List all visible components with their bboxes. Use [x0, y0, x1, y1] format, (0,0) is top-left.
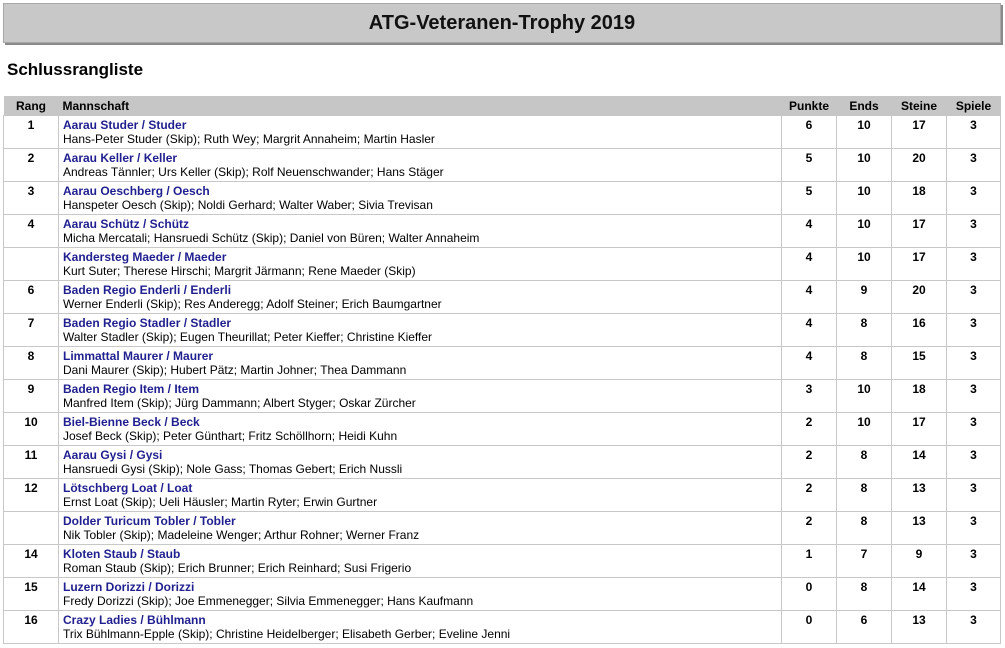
games-cell: 3	[947, 149, 1001, 182]
points-cell: 2	[782, 512, 837, 545]
rank-cell: 14	[4, 545, 59, 578]
stones-cell: 18	[892, 182, 947, 215]
page-title-bar	[3, 3, 1001, 43]
table-row	[4, 314, 1001, 347]
rank-cell: 7	[4, 314, 59, 347]
games-cell: 3	[947, 512, 1001, 545]
team-name: Biel-Bienne Beck / Beck	[63, 415, 200, 429]
team-players: Hansruedi Gysi (Skip); Nole Gass; Thomas Gebert; Erich Nussli	[63, 462, 403, 476]
ends-cell: 10	[837, 149, 892, 182]
rank-cell: 3	[4, 182, 59, 215]
ends-cell: 8	[837, 479, 892, 512]
ends-cell: 10	[837, 380, 892, 413]
points-cell: 2	[782, 479, 837, 512]
games-cell: 3	[947, 182, 1001, 215]
points-cell: 0	[782, 578, 837, 611]
team-name: Aarau Oeschberg / Oesch	[63, 184, 210, 198]
team-cell	[59, 611, 782, 644]
ends-cell: 10	[837, 215, 892, 248]
team-cell	[59, 182, 782, 215]
ends-cell: 10	[837, 182, 892, 215]
table-row	[4, 347, 1001, 380]
team-name: Baden Regio Enderli / Enderli	[63, 283, 232, 297]
table-header-row	[4, 96, 1001, 116]
ranking-table	[3, 96, 1001, 644]
stones-cell: 13	[892, 512, 947, 545]
stones-cell: 14	[892, 578, 947, 611]
team-cell	[59, 446, 782, 479]
team-players: Kurt Suter; Therese Hirschi; Margrit Järmann; Rene Maeder (Skip)	[63, 264, 416, 278]
team-players: Werner Enderli (Skip); Res Anderegg; Adolf Steiner; Erich Baumgartner	[63, 297, 442, 311]
team-cell	[59, 215, 782, 248]
rank-cell: 15	[4, 578, 59, 611]
table-row	[4, 215, 1001, 248]
stones-cell: 20	[892, 281, 947, 314]
table-row	[4, 611, 1001, 644]
stones-cell: 17	[892, 116, 947, 149]
page-subtitle: Schlussrangliste	[7, 60, 144, 79]
games-cell: 3	[947, 248, 1001, 281]
ends-cell: 8	[837, 347, 892, 380]
header-rank: Rang	[4, 96, 59, 116]
team-cell	[59, 479, 782, 512]
points-cell: 4	[782, 248, 837, 281]
table-row	[4, 248, 1001, 281]
stones-cell: 13	[892, 479, 947, 512]
team-cell	[59, 314, 782, 347]
team-players: Hanspeter Oesch (Skip); Noldi Gerhard; Walter Waber; Sivia Trevisan	[63, 198, 433, 212]
team-cell	[59, 380, 782, 413]
team-cell	[59, 347, 782, 380]
points-cell: 2	[782, 413, 837, 446]
games-cell: 3	[947, 116, 1001, 149]
rank-cell	[4, 248, 59, 281]
points-cell: 2	[782, 446, 837, 479]
team-cell	[59, 512, 782, 545]
ends-cell: 9	[837, 281, 892, 314]
games-cell: 3	[947, 281, 1001, 314]
games-cell: 3	[947, 446, 1001, 479]
rank-cell: 11	[4, 446, 59, 479]
table-row	[4, 446, 1001, 479]
ends-cell: 10	[837, 413, 892, 446]
ends-cell: 8	[837, 446, 892, 479]
rank-cell: 16	[4, 611, 59, 644]
team-name: Luzern Dorizzi / Dorizzi	[63, 580, 195, 594]
header-team: Mannschaft	[59, 96, 782, 116]
games-cell: 3	[947, 380, 1001, 413]
team-cell	[59, 578, 782, 611]
games-cell: 3	[947, 545, 1001, 578]
ends-cell: 8	[837, 512, 892, 545]
games-cell: 3	[947, 611, 1001, 644]
table-row	[4, 116, 1001, 149]
ends-cell: 7	[837, 545, 892, 578]
stones-cell: 13	[892, 611, 947, 644]
team-players: Ernst Loat (Skip); Ueli Häusler; Martin Ryter; Erwin Gurtner	[63, 495, 378, 509]
points-cell: 4	[782, 281, 837, 314]
points-cell: 6	[782, 116, 837, 149]
team-name: Baden Regio Stadler / Stadler	[63, 316, 232, 330]
team-players: Hans-Peter Studer (Skip); Ruth Wey; Margrit Annaheim; Martin Hasler	[63, 132, 435, 146]
games-cell: 3	[947, 314, 1001, 347]
team-cell	[59, 248, 782, 281]
rank-cell: 10	[4, 413, 59, 446]
rank-cell: 2	[4, 149, 59, 182]
team-players: Dani Maurer (Skip); Hubert Pätz; Martin Johner; Thea Dammann	[63, 363, 407, 377]
rank-cell: 12	[4, 479, 59, 512]
rank-cell: 6	[4, 281, 59, 314]
games-cell: 3	[947, 479, 1001, 512]
stones-cell: 17	[892, 215, 947, 248]
table-row	[4, 413, 1001, 446]
team-players: Manfred Item (Skip); Jürg Dammann; Albert Styger; Oskar Zürcher	[63, 396, 416, 410]
team-name: Baden Regio Item / Item	[63, 382, 200, 396]
points-cell: 0	[782, 611, 837, 644]
stones-cell: 14	[892, 446, 947, 479]
team-name: Aarau Gysi / Gysi	[63, 448, 163, 462]
points-cell: 3	[782, 380, 837, 413]
team-name: Limmattal Maurer / Maurer	[63, 349, 214, 363]
team-players: Roman Staub (Skip); Erich Brunner; Erich Reinhard; Susi Frigerio	[63, 561, 412, 575]
team-name: Kloten Staub / Staub	[63, 547, 181, 561]
team-name: Lötschberg Loat / Loat	[63, 481, 193, 495]
points-cell: 4	[782, 215, 837, 248]
stones-cell: 20	[892, 149, 947, 182]
table-row	[4, 512, 1001, 545]
header-stones: Steine	[892, 96, 947, 116]
ends-cell: 10	[837, 116, 892, 149]
stones-cell: 17	[892, 248, 947, 281]
stones-cell: 16	[892, 314, 947, 347]
ends-cell: 10	[837, 248, 892, 281]
page-title: ATG-Veteranen-Trophy 2019	[368, 11, 636, 34]
table-row	[4, 380, 1001, 413]
table-row	[4, 578, 1001, 611]
team-players: Nik Tobler (Skip); Madeleine Wenger; Arthur Rohner; Werner Franz	[63, 528, 420, 542]
header-ends: Ends	[837, 96, 892, 116]
table-row	[4, 479, 1001, 512]
header-games: Spiele	[947, 96, 1001, 116]
team-players: Micha Mercatali; Hansruedi Schütz (Skip); Daniel von Büren; Walter Annaheim	[63, 231, 480, 245]
ranking-table-body	[4, 116, 1001, 644]
table-row	[4, 545, 1001, 578]
ends-cell: 8	[837, 578, 892, 611]
team-name: Crazy Ladies / Bühlmann	[63, 613, 206, 627]
rank-cell: 4	[4, 215, 59, 248]
team-players: Walter Stadler (Skip); Eugen Theurillat; Peter Kieffer; Christine Kieffer	[63, 330, 433, 344]
rank-cell	[4, 512, 59, 545]
ends-cell: 8	[837, 314, 892, 347]
points-cell: 4	[782, 347, 837, 380]
team-name: Kandersteg Maeder / Maeder	[63, 250, 227, 264]
team-players: Fredy Dorizzi (Skip); Joe Emmenegger; Silvia Emmenegger; Hans Kaufmann	[63, 594, 474, 608]
rank-cell: 9	[4, 380, 59, 413]
rank-cell: 1	[4, 116, 59, 149]
stones-cell: 15	[892, 347, 947, 380]
team-players: Andreas Tännler; Urs Keller (Skip); Rolf Neuenschwander; Hans Stäger	[63, 165, 444, 179]
team-name: Aarau Keller / Keller	[63, 151, 178, 165]
table-row	[4, 182, 1001, 215]
team-cell	[59, 545, 782, 578]
team-name: Aarau Studer / Studer	[63, 118, 187, 132]
stones-cell: 9	[892, 545, 947, 578]
stones-cell: 17	[892, 413, 947, 446]
team-cell	[59, 413, 782, 446]
table-row	[4, 281, 1001, 314]
header-points: Punkte	[782, 96, 837, 116]
team-name: Dolder Turicum Tobler / Tobler	[63, 514, 236, 528]
points-cell: 5	[782, 149, 837, 182]
games-cell: 3	[947, 578, 1001, 611]
table-row	[4, 149, 1001, 182]
team-cell	[59, 281, 782, 314]
games-cell: 3	[947, 215, 1001, 248]
team-players: Josef Beck (Skip); Peter Günthart; Fritz Schöllhorn; Heidi Kuhn	[63, 429, 398, 443]
team-cell	[59, 149, 782, 182]
points-cell: 4	[782, 314, 837, 347]
team-players: Trix Bühlmann-Epple (Skip); Christine Heidelberger; Elisabeth Gerber; Eveline Jenni	[63, 627, 511, 641]
games-cell: 3	[947, 347, 1001, 380]
games-cell: 3	[947, 413, 1001, 446]
points-cell: 5	[782, 182, 837, 215]
rank-cell: 8	[4, 347, 59, 380]
points-cell: 1	[782, 545, 837, 578]
team-cell	[59, 116, 782, 149]
team-name: Aarau Schütz / Schütz	[63, 217, 190, 231]
stones-cell: 18	[892, 380, 947, 413]
ends-cell: 6	[837, 611, 892, 644]
